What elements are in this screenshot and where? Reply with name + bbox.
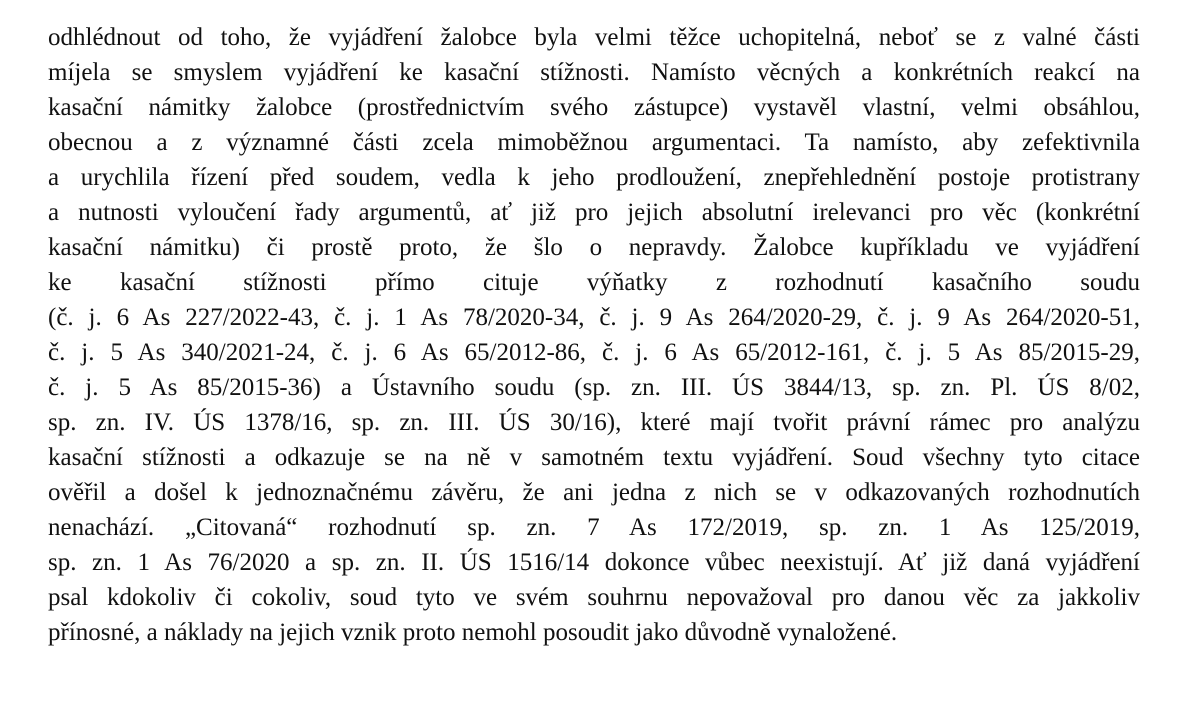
paragraph-line: ke kasační stížnosti přímo cituje výňatky z rozhodnutí kasačního soudu (48, 269, 1140, 296)
paragraph-line: ověřil a došel k jednoznačnému závěru, že ani jedna z nich se v odkazovaných rozhodnutích (48, 479, 1140, 506)
paragraph-line: (č. j. 6 As 227/2022-43, č. j. 1 As 78/2020-34, č. j. 9 As 264/2020-29, č. j. 9 As 264/2020-51, (48, 304, 1140, 331)
paragraph-line: kasační námitku) či prostě proto, že šlo o nepravdy. Žalobce kupříkladu ve vyjádření (48, 234, 1140, 261)
body-paragraph (48, 20, 1140, 650)
paragraph-line: a urychlila řízení před soudem, vedla k jeho prodloužení, znepřehlednění postoje protistrany (48, 164, 1140, 191)
paragraph-line: sp. zn. IV. ÚS 1378/16, sp. zn. III. ÚS 30/16), které mají tvořit právní rámec pro analýzu (48, 409, 1140, 436)
paragraph-line: č. j. 5 As 85/2015-36) a Ústavního soudu (sp. zn. III. ÚS 3844/13, sp. zn. Pl. ÚS 8/02, (48, 374, 1140, 401)
paragraph-line: sp. zn. 1 As 76/2020 a sp. zn. II. ÚS 1516/14 dokonce vůbec neexistují. Ať již daná vyjádření (48, 549, 1140, 576)
paragraph-line: kasační námitky žalobce (prostřednictvím svého zástupce) vystavěl vlastní, velmi obsáhlou, (48, 94, 1140, 121)
paragraph-line: míjela se smyslem vyjádření ke kasační stížnosti. Namísto věcných a konkrétních reakcí na (48, 59, 1140, 86)
paragraph-line: obecnou a z významné části zcela mimoběžnou argumentaci. Ta namísto, aby zefektivnila (48, 129, 1140, 156)
paragraph-line: kasační stížnosti a odkazuje se na ně v samotném textu vyjádření. Soud všechny tyto citace (48, 444, 1140, 471)
paragraph-line: odhlédnout od toho, že vyjádření žalobce byla velmi těžce uchopitelná, neboť se z valné části (48, 24, 1140, 51)
paragraph-line: č. j. 5 As 340/2021-24, č. j. 6 As 65/2012-86, č. j. 6 As 65/2012-161, č. j. 5 As 85/2015-29, (48, 339, 1140, 366)
paragraph-line: a nutnosti vyloučení řady argumentů, ať již pro jejich absolutní irelevanci pro věc (konkrétní (48, 199, 1140, 226)
paragraph-line: přínosné, a náklady na jejich vznik proto nemohl posoudit jako důvodně vynaložené. (48, 619, 898, 646)
paragraph-line: nenachází. „Citovaná“ rozhodnutí sp. zn. 7 As 172/2019, sp. zn. 1 As 125/2019, (48, 514, 1140, 541)
paragraph-line: psal kdokoliv či cokoliv, soud tyto ve svém souhrnu nepovažoval pro danou věc za jakkoliv (48, 584, 1140, 611)
